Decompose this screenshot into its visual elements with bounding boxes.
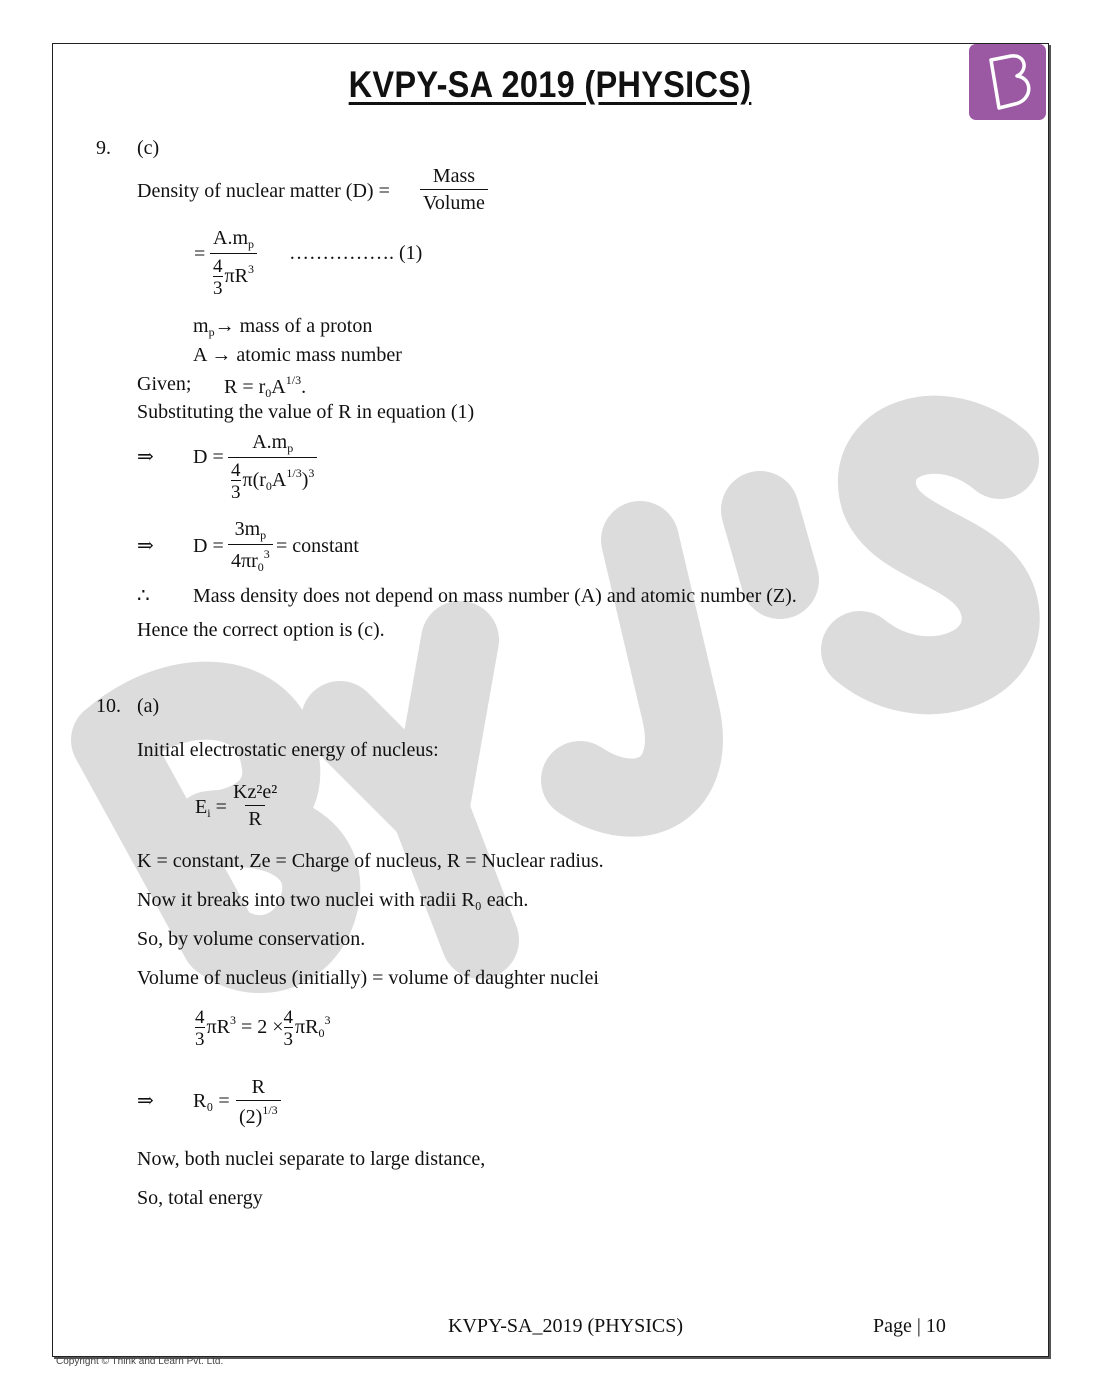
q9-eq1-fraction: $A.m_p$ $\frac{4}{3}$ $\pi R^3$: [210, 228, 257, 298]
def-a: A → atomic mass number: [193, 344, 402, 366]
step3-rhs: = constant: [276, 535, 359, 557]
q10-volume-text: Volume of nucleus (initially) = volume of daughter nuclei: [137, 967, 599, 989]
copyright: Copyright © Think and Learn Pvt. Ltd.: [56, 1356, 224, 1367]
q9-final: Hence the correct option is (c).: [137, 619, 385, 641]
implies-arrow: ⇒: [137, 446, 154, 468]
r0-fraction: $\frac{R}{(2)^{1/3}}$: [236, 1077, 281, 1127]
b-logo-icon: [969, 44, 1046, 120]
q9-answer: (c): [137, 137, 160, 159]
therefore-symbol: ∴: [137, 585, 150, 607]
implies-arrow: ⇒: [137, 1090, 154, 1112]
eq1-equals: =: [194, 243, 206, 265]
volume-equation: $\frac{4}{3}$ $\pi R^3 = 2$ × $\frac{4}{3}$ $\pi R_0^3$: [195, 1007, 331, 1050]
q10-breaks: Now it breaks into two nuclei with radii R₀ each.: [137, 889, 529, 911]
eq1-tag: ……………. (1): [289, 242, 423, 264]
q9-density-label: Density of nuclear matter (D) =: [137, 180, 390, 202]
q9-density-fraction: Mass Volume: [420, 166, 488, 213]
byjus-logo: [969, 44, 1046, 120]
q10-intro: Initial electrostatic energy of nucleus:: [137, 739, 439, 761]
q10-separate: Now, both nuclei separate to large distance,: [137, 1148, 486, 1170]
page-title: KVPY-SA 2019 (PHYSICS): [348, 64, 752, 105]
step2-lhs: D =: [193, 446, 224, 468]
given-expression: $R = r_0A^{1/3}$.: [224, 373, 307, 400]
q10-total: So, total energy: [137, 1187, 263, 1209]
q10-conservation: So, by volume conservation.: [137, 928, 366, 950]
r0-lhs: R₀ =: [193, 1090, 230, 1112]
substituting-text: Substituting the value of R in equation (1): [137, 401, 475, 423]
q9-conclusion: Mass density does not depend on mass number (A) and atomic number (Z).: [193, 585, 797, 607]
page-number: Page | 10: [873, 1315, 946, 1337]
q10-definitions: K = constant, Ze = Charge of nucleus, R = Nuclear radius.: [137, 850, 604, 872]
ei-lhs: $E_i$ =: [195, 796, 227, 820]
footer-title: KVPY-SA_2019 (PHYSICS): [448, 1315, 684, 1337]
q10-answer: (a): [137, 695, 160, 717]
ei-fraction: $\frac{\text{Kz²e²}}{R}$: [233, 781, 278, 830]
def-mp: $m_p\to$ mass of a proton: [193, 315, 373, 339]
q9-step2-fraction: $A.m_p$ $\frac{4}{3}$ $\pi(r_0A^{1/3})^3$: [228, 432, 317, 502]
step3-lhs: D =: [193, 535, 224, 557]
implies-arrow: ⇒: [137, 535, 154, 557]
q9-step3-fraction: $\frac{3m_p}{4\pi r_0^3}$: [228, 519, 273, 573]
q10-number: 10.: [96, 695, 121, 717]
given-label: Given;: [137, 373, 192, 395]
q9-number: 9.: [96, 137, 111, 159]
